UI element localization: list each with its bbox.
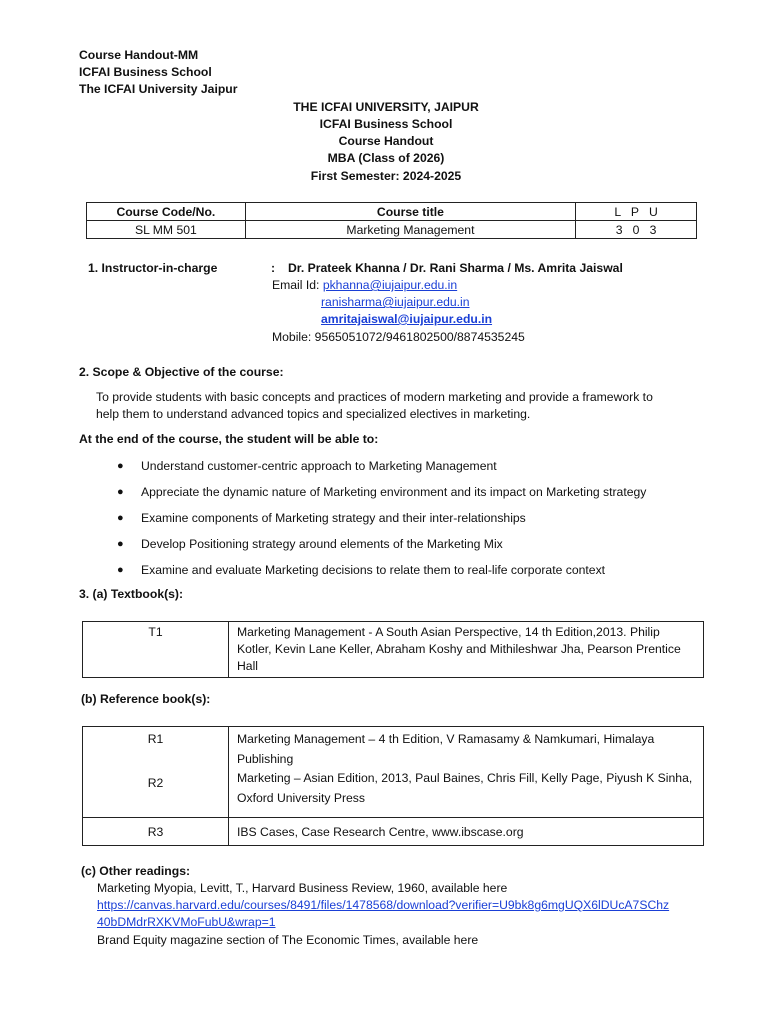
outcomes-heading: At the end of the course, the student will be able to: (79, 432, 379, 446)
email-label: Email Id: (272, 278, 323, 292)
outcome-item: Understand customer-centric approach to Marketing Management (141, 459, 497, 473)
cell-course-title: Marketing Management (245, 221, 575, 239)
other-readings-heading: (c) Other readings: (81, 864, 191, 878)
header-course-title: Course title (245, 203, 575, 221)
bullet-icon: ● (117, 564, 124, 576)
reference-line: Marketing – Asian Edition, 2013, Paul Baines, Chris Fill, Kelly Page, Piyush K Sinha, (237, 771, 693, 785)
other-reading-line-1: Marketing Myopia, Levitt, T., Harvard Business Review, 1960, available here (97, 881, 508, 895)
bullet-icon: ● (117, 538, 124, 550)
program-title: MBA (Class of 2026) (327, 151, 445, 165)
reference-id: R1 (147, 732, 164, 746)
cell-lpu: 3 0 3 (576, 221, 697, 239)
harvard-link-line-2[interactable]: 40bDMdrRXKVMoFubU&wrap=1 (97, 915, 276, 929)
reference-line: Publishing (237, 751, 294, 766)
textbook-line: Hall (237, 659, 258, 673)
bullet-icon: ● (117, 486, 124, 498)
mobile-numbers: Mobile: 9565051072/9461802500/8874535245 (272, 330, 525, 344)
instructor-names: Dr. Prateek Khanna / Dr. Rani Sharma / Ms. Amrita Jaiswal (288, 261, 623, 275)
reference-ids-cell (83, 727, 229, 818)
textbook-id: T1 (83, 622, 229, 678)
instructor-label: 1. Instructor-in-charge (88, 261, 218, 275)
textbook-line: Kotler, Kevin Lane Keller, Abraham Koshy and Mithileshwar Jha, Pearson Prentice (237, 642, 681, 656)
reference-line: Oxford University Press (237, 790, 365, 805)
scope-para-line-1: To provide students with basic concepts and practices of modern marketing and provide a framework to (96, 390, 653, 404)
header-lpu: L P U (576, 203, 697, 221)
instructor-colon: : (271, 261, 276, 275)
outcome-item: Develop Positioning strategy around elements of the Marketing Mix (141, 537, 503, 551)
scope-para-line-2: help them to understand advanced topics and specialized electives in marketing. (96, 407, 531, 421)
university-title: THE ICFAI UNIVERSITY, JAIPUR (293, 100, 479, 114)
other-reading-line-2: Brand Equity magazine section of The Economic Times, available here (97, 933, 479, 947)
outcome-item: Appreciate the dynamic nature of Marketing environment and its impact on Marketing strategy (141, 485, 647, 499)
course-table (86, 202, 697, 239)
textbook-entry (229, 622, 704, 678)
header-line-2: ICFAI Business School (79, 65, 212, 79)
reference-entries-cell (229, 727, 704, 818)
references-table (82, 726, 704, 846)
bullet-icon: ● (117, 460, 124, 472)
reference-id: R2 (147, 776, 164, 790)
header-line-1: Course Handout-MM (79, 48, 199, 62)
header-line-3: The ICFAI University Jaipur (79, 82, 238, 96)
textbook-line: Marketing Management - A South Asian Perspective, 14 th Edition,2013. Philip (237, 625, 660, 639)
cell-course-code: SL MM 501 (87, 221, 246, 239)
doc-title: Course Handout (338, 134, 434, 148)
textbooks-heading: 3. (a) Textbook(s): (79, 587, 184, 601)
reference-line: IBS Cases, Case Research Centre, www.ibscase.org (229, 818, 704, 846)
reference-id: R3 (83, 818, 229, 846)
semester-title: First Semester: 2024-2025 (310, 169, 462, 183)
scope-heading: 2. Scope & Objective of the course: (79, 365, 284, 379)
outcome-item: Examine and evaluate Marketing decisions to relate them to real-life corporate context (141, 563, 606, 577)
bullet-icon: ● (117, 512, 124, 524)
email-link-3[interactable]: amritajaiswal@iujaipur.edu.in (321, 312, 493, 326)
email-link-2[interactable]: ranisharma@iujaipur.edu.in (321, 295, 470, 309)
outcome-item: Examine components of Marketing strategy and their inter-relationships (141, 511, 526, 525)
harvard-link-line-1[interactable]: https://canvas.harvard.edu/courses/8491/files/1478568/download?verifier=U9bk8g6mgUQX6lDUcA7SChz (97, 898, 670, 912)
textbooks-table (82, 621, 704, 678)
school-title: ICFAI Business School (319, 117, 453, 131)
references-heading: (b) Reference book(s): (81, 692, 211, 706)
reference-line: Marketing Management – 4 th Edition, V Ramasamy & Namkumari, Himalaya (237, 732, 655, 746)
email-link-1[interactable]: pkhanna@iujaipur.edu.in (322, 278, 458, 292)
header-course-code: Course Code/No. (87, 203, 246, 221)
